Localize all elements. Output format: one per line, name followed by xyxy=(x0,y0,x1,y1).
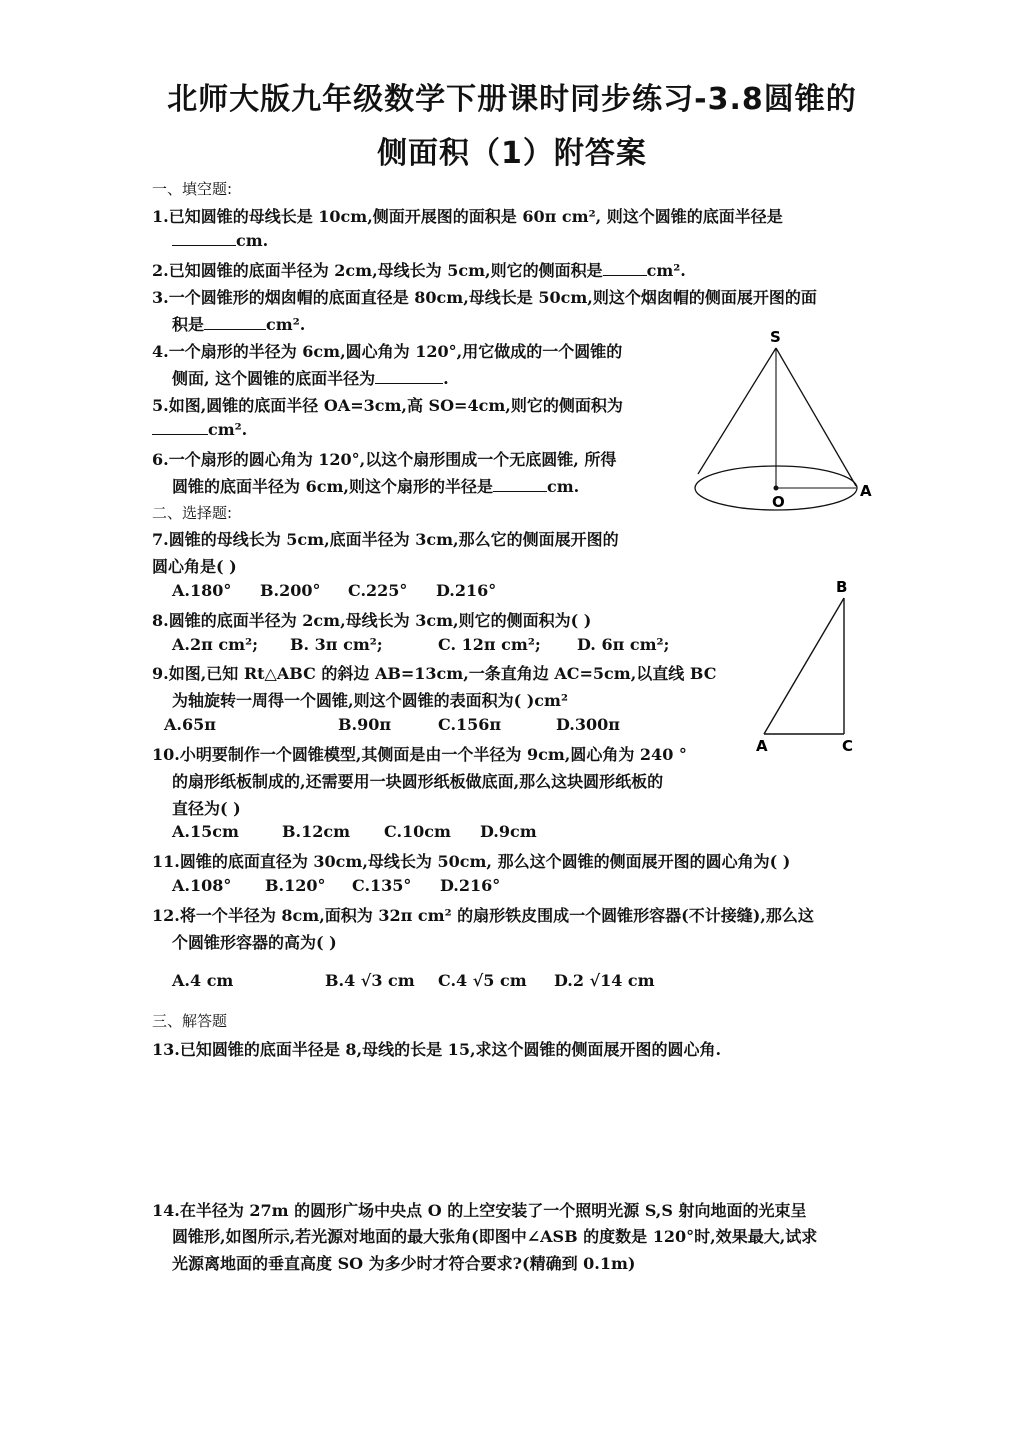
q9-option-a: A.65π xyxy=(164,715,216,734)
section-fill-blank: 一、填空题: xyxy=(152,180,233,198)
q10-option-a: A.15cm xyxy=(172,822,239,841)
q9-option-d: D.300π xyxy=(556,715,620,734)
cone-center-dot xyxy=(774,486,779,491)
q6-line-2 xyxy=(172,474,579,497)
label-c: C xyxy=(842,737,854,755)
q14-line-2: 圆锥形,如图所示,若光源对地面的最大张角(即图中∠ASB 的度数是 120°时,效果最大,试求 xyxy=(172,1227,818,1246)
q11-option-c: C.135° xyxy=(352,876,412,895)
q12-option-d: D.2 √14 cm xyxy=(554,971,655,990)
q2-unit: cm². xyxy=(646,261,686,280)
q3-unit: cm². xyxy=(266,315,306,334)
q2-text: 2.已知圆锥的底面半径为 2cm,母线长为 5cm,则它的侧面积是 xyxy=(152,261,603,280)
answer-blank xyxy=(172,231,236,246)
q11-option-a: A.108° xyxy=(172,876,232,895)
cone-right-edge xyxy=(776,348,856,486)
q9-line-2: 为轴旋转一周得一个圆锥,则这个圆锥的表面积为( )cm² xyxy=(172,691,568,710)
q1-unit: cm. xyxy=(236,231,269,250)
q12-line-2: 个圆锥形容器的高为( ) xyxy=(172,933,337,952)
section-solve: 三、解答题 xyxy=(152,1012,228,1030)
q8-option-a: A.2π cm²; xyxy=(172,635,258,654)
q14-line-3: 光源离地面的垂直高度 SO 为多少时才符合要求?(精确到 0.1m) xyxy=(172,1254,636,1273)
q3-line-2 xyxy=(172,312,305,335)
q3-line-1: 3.一个圆锥形的烟囱帽的底面直径是 80cm,母线长是 50cm,则这个烟囱帽的侧面展开图的面 xyxy=(152,288,817,307)
q11-option-b: B.120° xyxy=(265,876,326,895)
q1-line-2 xyxy=(172,231,268,250)
q12-line-1: 12.将一个半径为 8cm,面积为 32π cm² 的扇形铁皮围成一个圆锥形容器(不计接缝),那么这 xyxy=(152,906,814,925)
q8-option-d: D. 6π cm²; xyxy=(577,635,670,654)
section-multiple-choice: 二、选择题: xyxy=(152,504,233,522)
q1-line-1: 1.已知圆锥的母线长是 10cm,侧面开展图的面积是 60π cm², 则这个圆锥的底面半径是 xyxy=(152,207,783,226)
q10-line-1: 10.小明要制作一个圆锥模型,其侧面是由一个半径为 9cm,圆心角为 240 ° xyxy=(152,745,687,764)
cone-left-edge xyxy=(698,348,776,474)
q6-unit: cm. xyxy=(546,477,580,496)
q13-line: 13.已知圆锥的底面半径是 8,母线的长是 15,求这个圆锥的侧面展开图的圆心角. xyxy=(152,1040,722,1059)
q11-option-d: D.216° xyxy=(440,876,501,895)
q8-line: 8.圆锥的底面半径为 2cm,母线长为 3cm,则它的侧面积为( ) xyxy=(152,611,592,630)
answer-blank xyxy=(375,369,443,384)
label-a: A xyxy=(756,737,768,755)
label-b: B xyxy=(836,578,848,596)
triangle-side-ab xyxy=(764,598,844,734)
q14-line-1: 14.在半径为 27m 的圆形广场中央点 O 的上空安装了一个照明光源 S,S 射向地面的光束呈 xyxy=(152,1201,807,1220)
label-o: O xyxy=(772,493,785,511)
q4-text: 侧面, 这个圆锥的底面半径为 xyxy=(172,369,376,388)
q7-option-b: B.200° xyxy=(260,581,321,600)
q10-option-d: D.9cm xyxy=(480,822,537,841)
triangle-figure xyxy=(750,574,870,758)
q12-option-c: C.4 √5 cm xyxy=(438,971,527,990)
q10-line-2: 的扇形纸板制成的,还需要用一块圆形纸板做底面,那么这块圆形纸板的 xyxy=(172,772,664,791)
q12-option-a: A.4 cm xyxy=(172,971,234,990)
q7-line-2: 圆心角是( ) xyxy=(152,557,237,576)
q7-option-a: A.180° xyxy=(172,581,232,600)
answer-blank xyxy=(152,420,208,435)
q12-option-b: B.4 √3 cm xyxy=(325,971,415,990)
q10-option-b: B.12cm xyxy=(282,822,351,841)
q9-option-b: B.90π xyxy=(338,715,392,734)
q7-option-c: C.225° xyxy=(348,581,408,600)
q5-line-1: 5.如图,圆锥的底面半径 OA=3cm,高 SO=4cm,则它的侧面积为 xyxy=(152,396,623,415)
q6-text: 圆锥的底面半径为 6cm,则这个扇形的半径是 xyxy=(172,477,493,496)
q6-line-1: 6.一个扇形的圆心角为 120°,以这个扇形围成一个无底圆锥, 所得 xyxy=(152,450,617,469)
q7-option-d: D.216° xyxy=(436,581,497,600)
q4-line-1: 4.一个扇形的半径为 6cm,圆心角为 120°,用它做成的一个圆锥的 xyxy=(152,342,623,361)
title-line-2: 侧面积（1）附答案 xyxy=(377,136,647,171)
q11-line: 11.圆锥的底面直径为 30cm,母线长为 50cm, 那么这个圆锥的侧面展开图的圆心角为( ) xyxy=(152,852,791,871)
q4-end: . xyxy=(443,369,449,388)
answer-blank xyxy=(603,261,647,276)
title-line-1: 北师大版九年级数学下册课时同步练习-3.8圆锥的 xyxy=(167,82,857,117)
q9-option-c: C.156π xyxy=(438,715,502,734)
q2-line xyxy=(152,258,686,281)
q10-option-c: C.10cm xyxy=(384,822,451,841)
q10-line-3: 直径为( ) xyxy=(172,799,241,818)
q3-text: 积是 xyxy=(172,315,205,334)
cone-figure xyxy=(686,326,886,516)
q8-option-c: C. 12π cm²; xyxy=(438,635,541,654)
q5-unit: cm². xyxy=(208,420,248,439)
q4-line-2 xyxy=(172,366,449,389)
answer-blank xyxy=(204,315,266,330)
label-a: A xyxy=(860,482,872,500)
q5-line-2 xyxy=(152,420,247,439)
q9-line-1: 9.如图,已知 Rt△ABC 的斜边 AB=13cm,一条直角边 AC=5cm,以直线 BC xyxy=(152,664,717,683)
answer-blank xyxy=(493,477,547,492)
q8-option-b: B. 3π cm²; xyxy=(290,635,383,654)
label-s: S xyxy=(770,328,781,346)
q7-line-1: 7.圆锥的母线长为 5cm,底面半径为 3cm,那么它的侧面展开图的 xyxy=(152,530,619,549)
